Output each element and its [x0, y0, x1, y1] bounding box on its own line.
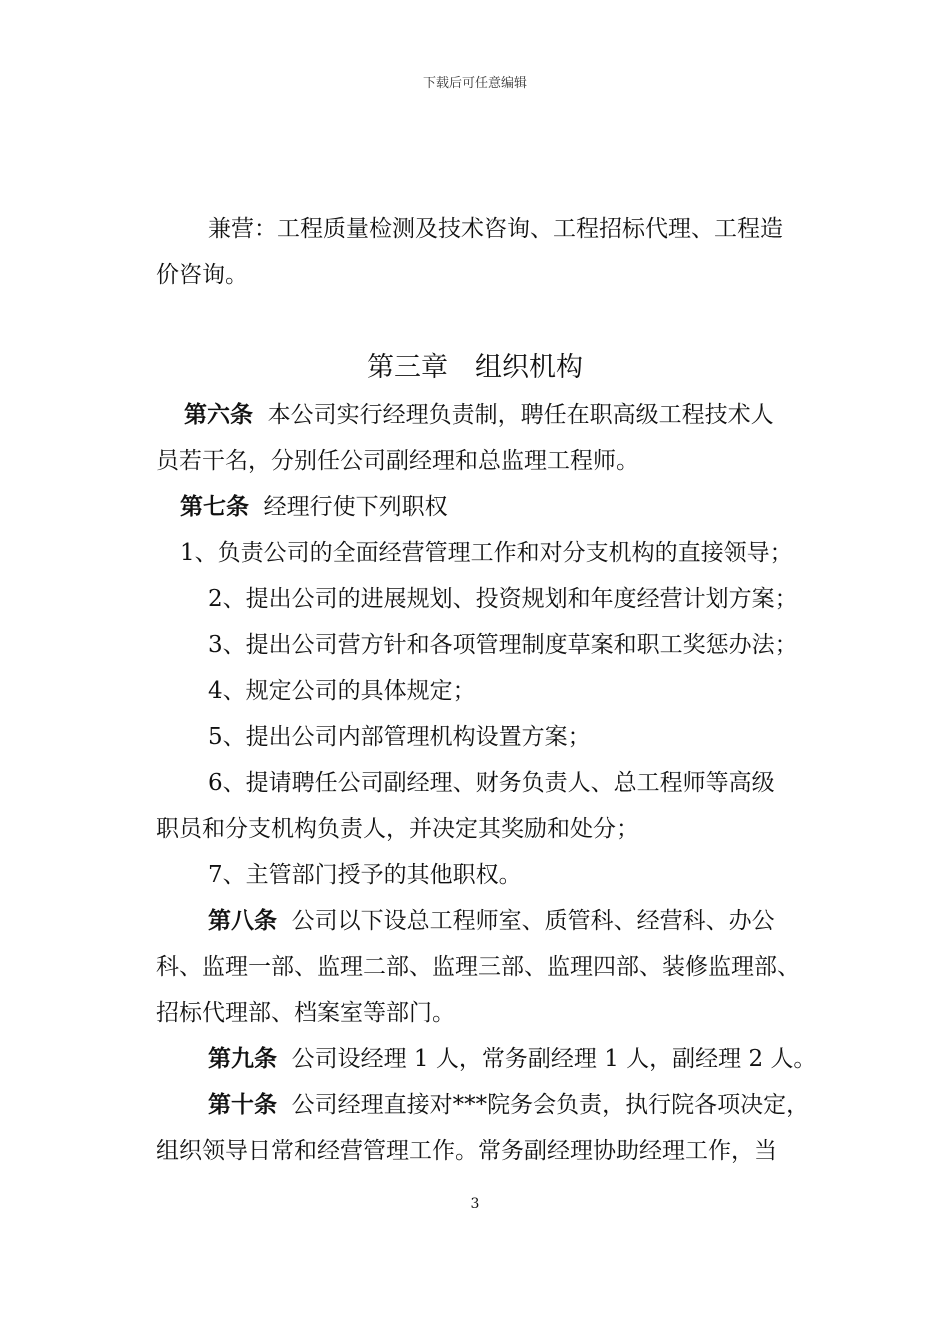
article-8-line-2: 科、监理一部、监理二部、监理三部、监理四部、装修监理部、: [156, 954, 800, 980]
page-header: 下载后可任意编辑: [422, 76, 527, 91]
article-10: [156, 1082, 856, 1128]
article-6-label: 第六条: [184, 402, 253, 428]
article-6: [156, 392, 856, 438]
page-number: 3: [470, 1196, 480, 1212]
article-9-text: 公司设经理 1 人，常务副经理 1 人，副经理 2 人。: [291, 1046, 817, 1072]
article-7-label: 第七条: [180, 494, 249, 520]
intro-line-1: 兼营：工程质量检测及技术咨询、工程招标代理、工程造: [208, 216, 783, 242]
article-10-label: 第十条: [208, 1092, 277, 1118]
list-item-6-line-2: 职员和分支机构负责人，并决定其奖励和处分；: [156, 816, 639, 842]
article-8: [156, 898, 856, 944]
article-8-line-1: 公司以下设总工程师室、质管科、经营科、办公: [291, 908, 775, 934]
article-7: [156, 484, 856, 530]
list-item-2: 2、提出公司的进展规划、投资规划和年度经营计划方案；: [208, 586, 798, 612]
article-8-label: 第八条: [208, 908, 277, 934]
article-7-text: 经理行使下列职权: [263, 494, 448, 520]
list-item-6-line-1: 6、提请聘任公司副经理、财务负责人、总工程师等高级: [208, 770, 775, 796]
article-10-line-2: 组织领导日常和经营管理工作。常务副经理协助经理工作，当: [156, 1138, 777, 1164]
article-10-line-1: 公司经理直接对***院务会负责，执行院各项决定，: [291, 1092, 810, 1118]
intro-paragraph: [156, 206, 856, 298]
list-item-4: 4、规定公司的具体规定；: [208, 678, 476, 704]
list-item-3: 3、提出公司营方针和各项管理制度草案和职工奖惩办法；: [208, 632, 798, 658]
list-item-1: 1、负责公司的全面经营管理工作和对分支机构的直接领导；: [180, 540, 793, 566]
article-6-line-1: 本公司实行经理负责制，聘任在职高级工程技术人: [267, 402, 774, 428]
list-item-5: 5、提出公司内部管理机构设置方案；: [208, 724, 591, 750]
list-item-7: 7、主管部门授予的其他职权。: [208, 862, 522, 888]
article-9-label: 第九条: [208, 1046, 277, 1072]
article-6-line-2: 员若干名，分别任公司副经理和总监理工程师。: [156, 448, 639, 474]
chapter-body: [156, 392, 856, 1174]
article-8-line-3: 招标代理部、档案室等部门。: [156, 1000, 455, 1026]
article-9: [156, 1036, 856, 1082]
chapter-title: 第三章 组织机构: [367, 352, 583, 383]
intro-line-2: 价咨询。: [156, 262, 248, 288]
